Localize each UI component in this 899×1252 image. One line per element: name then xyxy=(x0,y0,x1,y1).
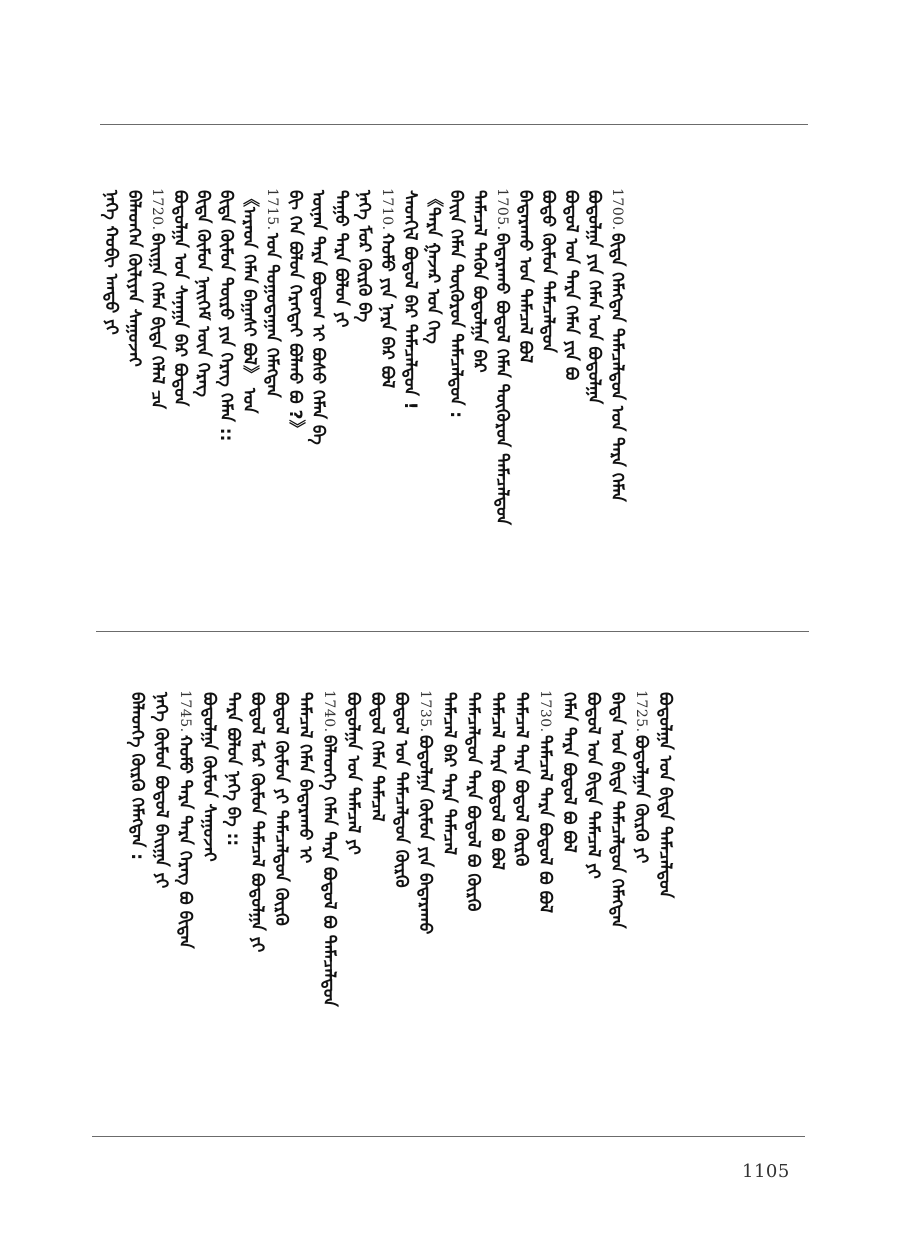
verse-line xyxy=(353,188,375,322)
verse-line xyxy=(583,188,605,404)
verse-text: ᠪᠠᠳᠠ ᠤᠨ ᠪᠢᠳᠡ ᠲᠡᠮᠡᠴᠡᠯᠳᠦᠨ ᠬᠡᠮᠡᠭᠳᠡᠨ xyxy=(607,692,627,929)
verse-text: ᠪᠠᠢᠭᠠ ᠬᠡᠮᠡᠨ ᠪᠢᠳᠡ ᠬᠡᠯᠡᠯ ᠴᠡ xyxy=(147,232,167,409)
line-number: 1725. xyxy=(633,690,649,733)
line-number: 1700. xyxy=(609,188,625,231)
verse-line xyxy=(307,188,329,445)
verse-line xyxy=(238,188,260,413)
verse-text: ᠪᠡᠯᠡᠳᠬᠡ ᠬᠡᠮᠡᠨ ᠲᠡᠷᠡ ᠪᠣᠳᠣᠯ ᠪᠤ ᠲᠡᠮᠡᠴᠡᠯᠳᠦᠨ xyxy=(319,734,339,1007)
verse-line xyxy=(215,188,237,441)
verse-text: ᠪᠢ ᠬᠡᠨ ᠪᠣᠯᠣᠨ ᠬᠡᠷᠡᠭᠲᠡᠢ ᠪᠣᠯᠬᠤ ᠪᠤ ?》 xyxy=(285,190,305,437)
verse-text: ᠪᠣᠳᠣᠯ ᠮᠤᠷ ᠬᠦᠮᠦᠨ ᠲᠡᠮᠡᠴᠡᠯ ᠪᠣᠳᠣᠯᠭᠠ ᠶᠢ xyxy=(247,692,267,953)
verse-text: ᠲᠡᠮᠡᠴᠡᠯ ᠲᠡᠭᠦᠨ ᠪᠣᠳᠣᠯᠭᠠ ᠪᠠᠷ xyxy=(469,190,489,373)
verse-line xyxy=(414,690,436,934)
verse-text: ᠪᠣᠳᠣᠯ ᠬᠦᠮᠦᠨ ᠶᠢ ᠲᠡᠮᠡᠴᠡᠯᠳᠦᠨ ᠬᠦᠷᠬᠦ xyxy=(271,692,291,926)
verse-text: ᠨᠡᠭᠡ ᠬᠤᠪᠢ ᠠᠨᠳᠤ ᠶᠢ xyxy=(101,190,121,335)
verse-line xyxy=(246,690,268,952)
verse-text: ᠪᠣᠳᠣ ᠬᠦᠮᠦᠨ ᠲᠡᠮᠡᠴᠡᠯᠳᠦᠨ xyxy=(538,190,558,353)
verse-line xyxy=(606,188,628,501)
line-number: 1745. xyxy=(177,690,193,733)
verse-line xyxy=(126,690,148,860)
verse-line xyxy=(558,690,580,853)
verse-text: ᠪᠠᠢᠨ ᠬᠡᠮᠡᠨ ᠳᠦᠭᠦᠷᠦᠨ ᠲᠡᠮᠡᠴᠡᠯᠳᠦᠨ : xyxy=(446,190,466,419)
verse-text: 《ᠲᠡᠷᠡ ᠭᠠᠵᠠᠷ ᠤᠨ ᠬᠡᠭ xyxy=(423,190,443,344)
verse-text: ᠨᠡᠭᠡ ᠬᠦᠮᠦᠨ ᠪᠣᠳᠣᠯ ᠪᠠᠢᠭᠠ ᠶᠢ xyxy=(151,692,171,889)
verse-text: ᠲᠡᠮᠡᠴᠡᠯᠳᠦᠨ ᠲᠡᠷᠡ ᠪᠣᠳᠣᠯ ᠪᠤ ᠬᠦᠷᠬᠦ xyxy=(463,692,483,912)
bottom-divider xyxy=(92,1136,805,1137)
verse-line xyxy=(169,188,191,406)
verse-text: ᠪᠢᠳᠡ ᠬᠦᠮᠦᠨ ᠨᠡᠢᠭᠡᠮ ᠦᠨ ᠬᠡᠷᠡᠭ xyxy=(193,190,213,398)
verse-text: ᠪᠡᠯᠡᠳᠬᠡᠨ ᠬᠦᠯᠢᠶᠡᠨ ᠰᠠᠭᠤᠵᠠᠢ xyxy=(124,190,144,367)
verse-text: ᠪᠣᠳᠣᠯᠭᠠ ᠤᠨ ᠪᠢᠳᠡ ᠲᠡᠮᠡᠴᠡᠯᠳᠦᠨ xyxy=(655,692,675,899)
verse-line xyxy=(330,188,352,327)
verse-line xyxy=(174,690,196,948)
verse-text: ᠦᠨᠡᠨ ᠲᠡᠷᠡ ᠪᠣᠳᠣᠭ ᠢ ᠪᠤᠰᠤ ᠬᠡᠮᠡᠨ ᠪᠠ xyxy=(308,190,328,445)
verse-text: ᠣᠨ ᠲᠣᠭᠣᠳᠠᠭᠠᠨ ᠬᠡᠮᠡᠭᠳᠡᠨ xyxy=(262,232,282,398)
verse-text: ᠬᠤᠮᠤ ᠲᠡᠷᠡ ᠲᠡᠷᠡ ᠬᠡᠷᠡᠭ ᠪᠤ ᠪᠢᠳᠡᠨ xyxy=(175,734,195,949)
verse-line xyxy=(198,690,220,862)
verse-line xyxy=(222,690,244,846)
verse-text: ᠪᠣᠳᠣᠯᠭᠠ ᠶᠢᠨ ᠬᠡᠮᠡᠨ ᠤᠨ ᠪᠣᠳᠣᠯᠭᠠ xyxy=(584,190,604,405)
line-number: 1730. xyxy=(537,690,553,733)
line-number: 1735. xyxy=(417,690,433,733)
verse-text: ᠬᠡᠮᠡᠨ ᠲᠡᠷᠡ ᠪᠣᠳᠣᠯ ᠪᠤ ᠪᠣᠯ xyxy=(559,692,579,853)
verse-line xyxy=(582,690,604,879)
verse-text: ᠬᠤᠮᠤ ᠶᠢᠨ ᠨᠡᠷᠡ ᠪᠠᠷ ᠪᠣᠯ xyxy=(377,232,397,388)
line-number: 1720. xyxy=(149,188,165,231)
verse-text: ᠨᠡᠭᠡ ᠮᠤᠷ ᠬᠦᠷᠬᠦ ᠪᠠ xyxy=(354,190,374,323)
verse-line xyxy=(376,188,398,388)
upper-verse-block xyxy=(100,188,800,608)
verse-line xyxy=(270,690,292,926)
verse-text: ᠰᠡᠳᠬᠢᠯ ᠪᠣᠳᠣᠯ ᠪᠠᠷ ᠲᠡᠮᠡᠴᠡᠯᠳᠦᠨ ! xyxy=(400,190,420,410)
verse-text: ᠲᠡᠮᠡᠴᠡᠯ ᠪᠠᠷ ᠲᠡᠷᠡ ᠲᠡᠮᠡᠴᠡᠯ xyxy=(439,692,459,856)
verse-line xyxy=(560,188,582,380)
verse-line xyxy=(606,690,628,929)
verse-line xyxy=(654,690,676,898)
verse-line xyxy=(146,188,168,409)
verse-text: ᠪᠣᠳᠣᠯᠭᠠ ᠬᠦᠮᠦᠨ ᠰᠠᠭᠤᠵᠠᠢ xyxy=(199,692,219,862)
verse-text: ᠪᠣᠳᠣᠯ ᠤᠨ ᠲᠡᠷᠡ ᠬᠡᠮᠡᠨ ᠶᠢᠨ ᠪᠤ xyxy=(561,190,581,381)
verse-line xyxy=(342,690,364,855)
verse-text: ᠲᠡᠮᠡᠴᠡᠯ ᠲᠡᠷᠡ ᠪᠣᠳᠣᠯ ᠬᠦᠷᠬᠦ xyxy=(511,692,531,867)
verse-line xyxy=(366,690,388,822)
verse-line xyxy=(318,690,340,1006)
verse-line xyxy=(510,690,532,866)
verse-line xyxy=(261,188,283,397)
verse-text: ᠪᠠᠳᠠᠷᠠᠬᠤ ᠤᠨ ᠲᠡᠮᠡᠴᠡᠯ ᠪᠣᠯ xyxy=(515,190,535,364)
verse-text: ᠪᠡᠯᠡᠳᠬᠡ ᠬᠦᠷᠬᠦ ᠬᠡᠮᠡᠭᠳᠡᠨ : xyxy=(127,692,147,861)
lower-verse-block xyxy=(126,690,806,1080)
verse-line xyxy=(399,188,421,410)
top-divider xyxy=(100,124,808,125)
verse-line xyxy=(390,690,412,888)
verse-line xyxy=(514,188,536,363)
verse-text: ᠪᠢᠳᠡ ᠬᠦᠮᠦᠨ ᠲᠥᠷᠥ ᠶᠢᠨ ᠬᠡᠷᠡᠭ ᠬᠡᠮᠡᠨ :: xyxy=(216,190,236,442)
verse-text: 《ᠠᠷᠠᠳ ᠬᠡᠮᠡᠨ ᠪᠠᠭᠠᠰᠢ ᠪᠣᠯ》 ᠤᠨ xyxy=(239,190,259,414)
verse-text: ᠲᠡᠮᠡᠴᠡᠯ ᠲᠡᠷᠡ ᠪᠣᠳᠣᠯ ᠪᠤ ᠪᠣᠯ xyxy=(535,734,555,913)
verse-line xyxy=(491,188,513,525)
verse-line xyxy=(468,188,490,373)
line-number: 1705. xyxy=(494,188,510,231)
verse-line xyxy=(294,690,316,863)
verse-line xyxy=(534,690,556,913)
verse-text: ᠪᠠᠳᠠᠷᠠᠬᠤ ᠪᠣᠳᠣᠯ ᠬᠡᠮᠡᠨ ᠳᠦᠭᠦᠷᠦᠨ ᠲᠡᠮᠡᠴᠡᠯᠳᠦᠨ xyxy=(492,232,512,525)
verse-text: ᠪᠣᠳᠣᠯᠭᠠᠨ ᠬᠦᠷᠬᠦ ᠶᠢ xyxy=(631,734,651,863)
verse-line xyxy=(486,690,508,870)
page-number: 1105 xyxy=(742,1161,790,1182)
verse-line xyxy=(422,188,444,344)
verse-line xyxy=(150,690,172,888)
verse-text: ᠪᠣᠳᠣᠯ ᠤᠨ ᠲᠡᠮᠡᠴᠡᠯᠳᠦᠨ ᠬᠦᠷᠬᠦ xyxy=(391,692,411,888)
verse-line xyxy=(445,188,467,418)
verse-line xyxy=(630,690,652,863)
verse-text: ᠲᠡᠮᠡᠴᠡᠯ ᠬᠡᠮᠡᠨ ᠪᠠᠳᠠᠷᠠᠬᠤ ᠢ xyxy=(295,692,315,864)
verse-text: ᠪᠣᠳᠣᠯᠭᠠ ᠣᠨ ᠰᠠᠨᠠᠭᠠ ᠪᠠᠷ ᠪᠣᠳᠣᠨ xyxy=(170,190,190,407)
verse-line xyxy=(462,690,484,911)
middle-divider xyxy=(96,631,809,632)
verse-text: ᠪᠣᠳᠣᠯᠭᠠ ᠤᠨ ᠲᠡᠮᠡᠴᠡᠯ ᠶᠢ xyxy=(343,692,363,855)
verse-line xyxy=(284,188,306,436)
line-number: 1710. xyxy=(379,188,395,231)
verse-text: ᠲᠡᠷᠡ ᠪᠣᠯᠣᠨ ᠨᠡᠭᠡ ᠪᠠ :: xyxy=(223,692,243,847)
line-number: 1740. xyxy=(321,690,337,733)
verse-text: ᠪᠣᠳᠣᠯ ᠤᠨ ᠪᠢᠳᠡ ᠲᠡᠮᠡᠴᠡᠯ ᠶᠢ xyxy=(583,692,603,879)
verse-text: ᠪᠢᠳᠡ ᠬᠡᠮᠡᠭᠳᠡᠨ ᠲᠡᠮᠡᠴᠡᠯᠳᠦᠨ ᠤᠨ ᠲᠡᠷᠡ ᠬᠡᠮᠡᠨ xyxy=(607,232,627,502)
line-number: 1715. xyxy=(264,188,280,231)
verse-line xyxy=(537,188,559,353)
verse-line xyxy=(123,188,145,367)
verse-line xyxy=(438,690,460,855)
verse-line xyxy=(192,188,214,397)
verse-text: ᠪᠣᠳᠣᠯᠭᠠ ᠬᠦᠮᠦᠨ ᠶᠢᠨ ᠪᠠᠳᠠᠷᠠᠬᠤ xyxy=(415,734,435,934)
verse-text: ᠳᠠᠭᠤ ᠲᠡᠷᠡ ᠪᠣᠯᠣᠨ ᠶᠢ xyxy=(331,190,351,328)
verse-text: ᠲᠡᠮᠡᠴᠡᠯ ᠲᠡᠷᠡ ᠪᠣᠳᠣᠯ ᠪᠤ ᠪᠣᠯ xyxy=(487,692,507,870)
verse-text: ᠪᠣᠳᠣᠯ ᠬᠡᠮᠡᠨ ᠲᠡᠮᠡᠴᠡᠯ xyxy=(367,692,387,822)
verse-line xyxy=(100,188,122,335)
